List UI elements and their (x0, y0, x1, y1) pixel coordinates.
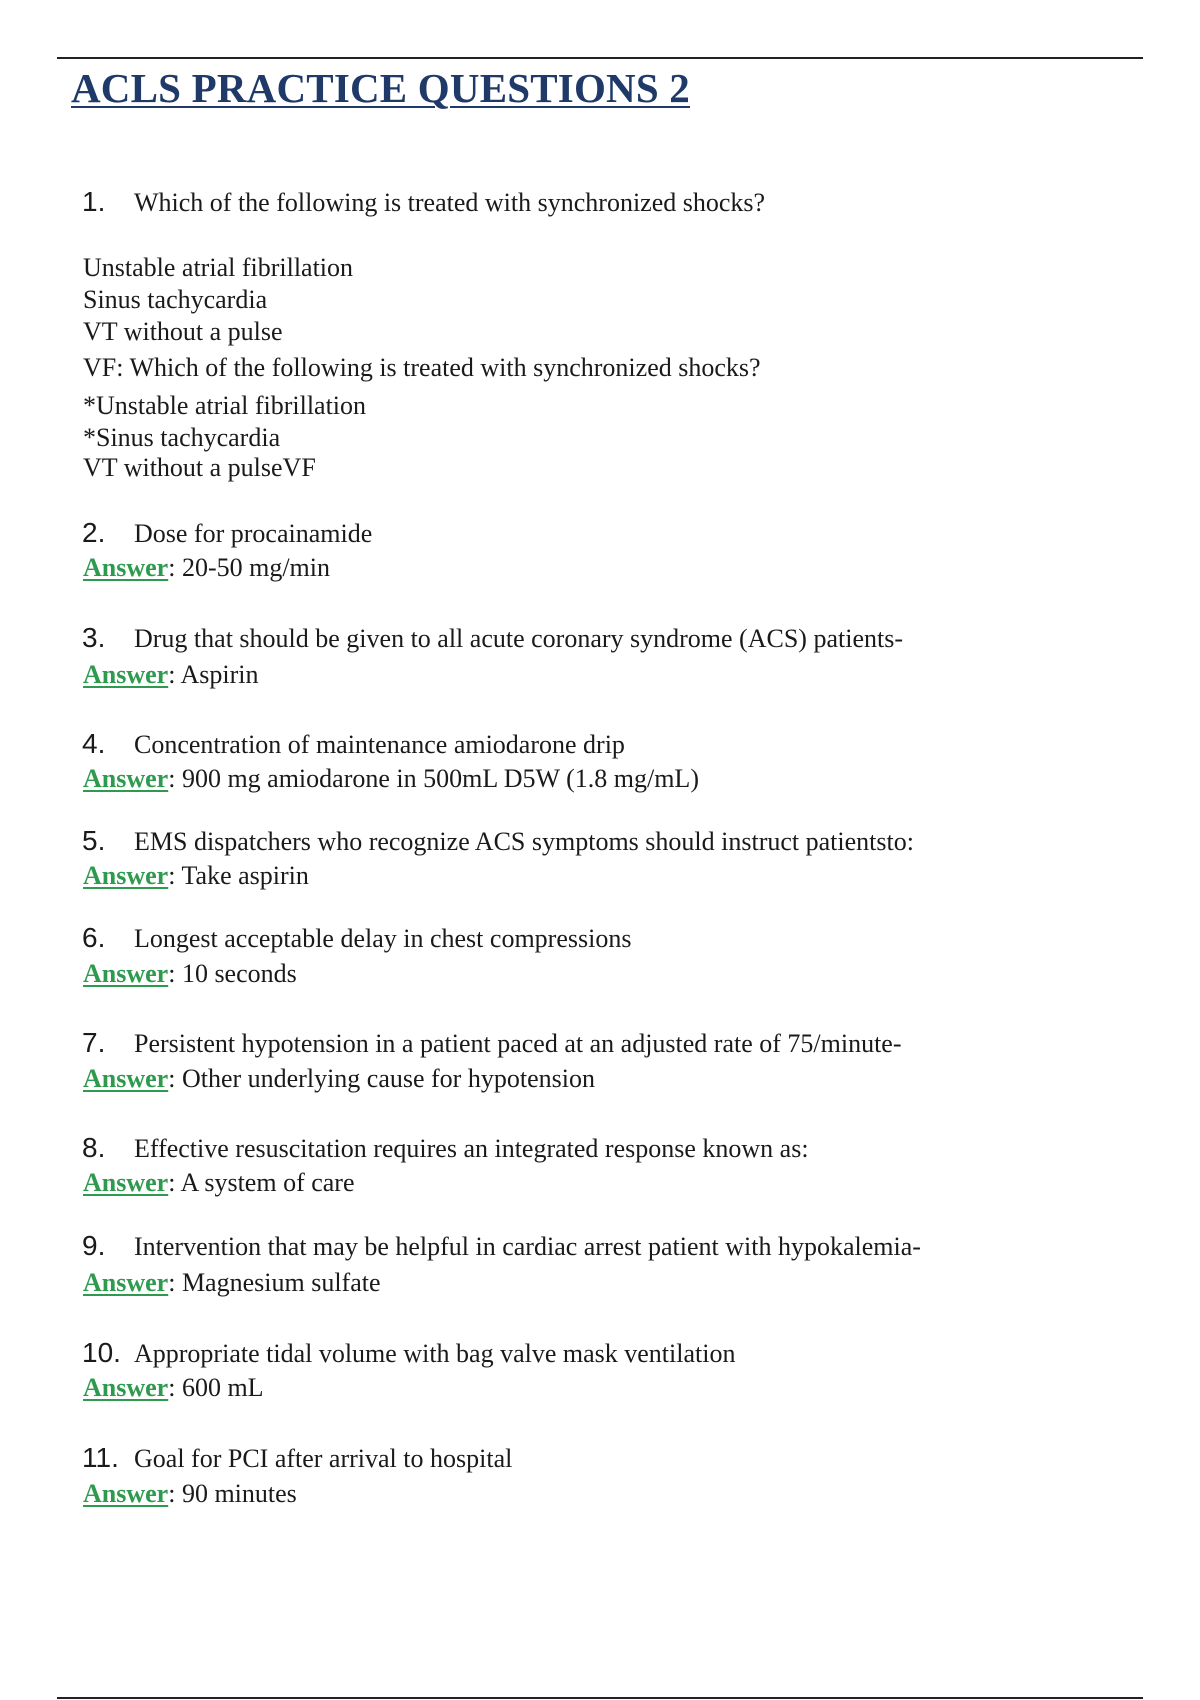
answer-text: : 600 mL (168, 1373, 264, 1402)
option-line: Unstable atrial fibrillation (83, 253, 354, 282)
answer-text: : Take aspirin (168, 861, 309, 890)
answer-line (83, 763, 699, 795)
question-3 (82, 621, 903, 656)
answer-label: Answer (83, 861, 169, 890)
answer-line (83, 552, 330, 584)
question-number: 2. (82, 517, 106, 548)
option-line: VT without a pulse (83, 317, 283, 346)
question-7 (82, 1026, 902, 1061)
answer-line (83, 659, 259, 691)
answer-label: Answer (83, 764, 169, 793)
question-4 (82, 727, 625, 762)
question-text: Which of the following is treated with synchronized shocks? (134, 188, 766, 217)
question-8 (82, 1131, 809, 1166)
answer-line (83, 1063, 595, 1095)
answer-label: Answer (83, 1268, 169, 1297)
question-10 (82, 1336, 735, 1371)
option-line: *Unstable atrial fibrillation (83, 391, 367, 420)
question-text: Effective resuscitation requires an integrated response known as: (134, 1134, 809, 1163)
answer-label: Answer (83, 959, 169, 988)
answer-text: : Other underlying cause for hypotension (168, 1064, 595, 1093)
question-text: Drug that should be given to all acute coronary syndrome (ACS) patients- (134, 624, 903, 653)
question-number: 10. (82, 1337, 121, 1368)
option-line: VF: Which of the following is treated with synchronized shocks? (83, 353, 761, 382)
option-line: VT without a pulseVF (83, 453, 316, 482)
question-text: Concentration of maintenance amiodarone drip (134, 730, 625, 759)
answer-text: : 20-50 mg/min (168, 553, 330, 582)
answer-text: : A system of care (168, 1168, 355, 1197)
question-11 (82, 1441, 512, 1476)
answer-label: Answer (83, 1064, 169, 1093)
question-text: Appropriate tidal volume with bag valve mask ventilation (134, 1339, 736, 1368)
question-number: 5. (82, 825, 106, 856)
question-5 (82, 824, 914, 859)
answer-label: Answer (83, 1168, 169, 1197)
answer-label: Answer (83, 660, 169, 689)
answer-label: Answer (83, 553, 169, 582)
question-number: 6. (82, 922, 106, 953)
question-text: Goal for PCI after arrival to hospital (134, 1444, 513, 1473)
answer-line (83, 1478, 297, 1510)
option-line: Sinus tachycardia (83, 285, 268, 314)
answer-text: : 10 seconds (168, 959, 297, 988)
top-rule (57, 57, 1143, 59)
question-text: EMS dispatchers who recognize ACS symptoms should instruct patientsto: (134, 827, 914, 856)
question-number: 3. (82, 622, 106, 653)
question-1 (82, 185, 765, 220)
page-title: ACLS PRACTICE QUESTIONS 2 (71, 65, 690, 111)
option-line: *Sinus tachycardia (83, 423, 281, 452)
question-number: 1. (82, 186, 106, 217)
question-2 (82, 516, 372, 551)
answer-text: : 900 mg amiodarone in 500mL D5W (1.8 mg/mL) (168, 764, 699, 793)
question-number: 9. (82, 1230, 106, 1261)
answer-text: : Aspirin (168, 660, 259, 689)
question-text: Longest acceptable delay in chest compressions (134, 924, 632, 953)
answer-label: Answer (83, 1479, 169, 1508)
question-6 (82, 921, 631, 956)
answer-line (83, 958, 297, 990)
question-number: 11. (82, 1442, 119, 1473)
answer-label: Answer (83, 1373, 169, 1402)
question-9 (82, 1229, 921, 1264)
question-text: Intervention that may be helpful in cardiac arrest patient with hypokalemia- (134, 1232, 921, 1261)
answer-line (83, 1167, 355, 1199)
answer-line (83, 1372, 264, 1404)
question-number: 4. (82, 728, 106, 759)
question-text: Persistent hypotension in a patient paced at an adjusted rate of 75/minute- (134, 1029, 902, 1058)
answer-line (83, 1267, 381, 1299)
answer-text: : 90 minutes (168, 1479, 297, 1508)
question-number: 7. (82, 1027, 106, 1058)
question-number: 8. (82, 1132, 106, 1163)
answer-text: : Magnesium sulfate (168, 1268, 381, 1297)
bottom-rule (57, 1697, 1143, 1699)
question-text: Dose for procainamide (134, 519, 373, 548)
answer-line (83, 860, 309, 892)
